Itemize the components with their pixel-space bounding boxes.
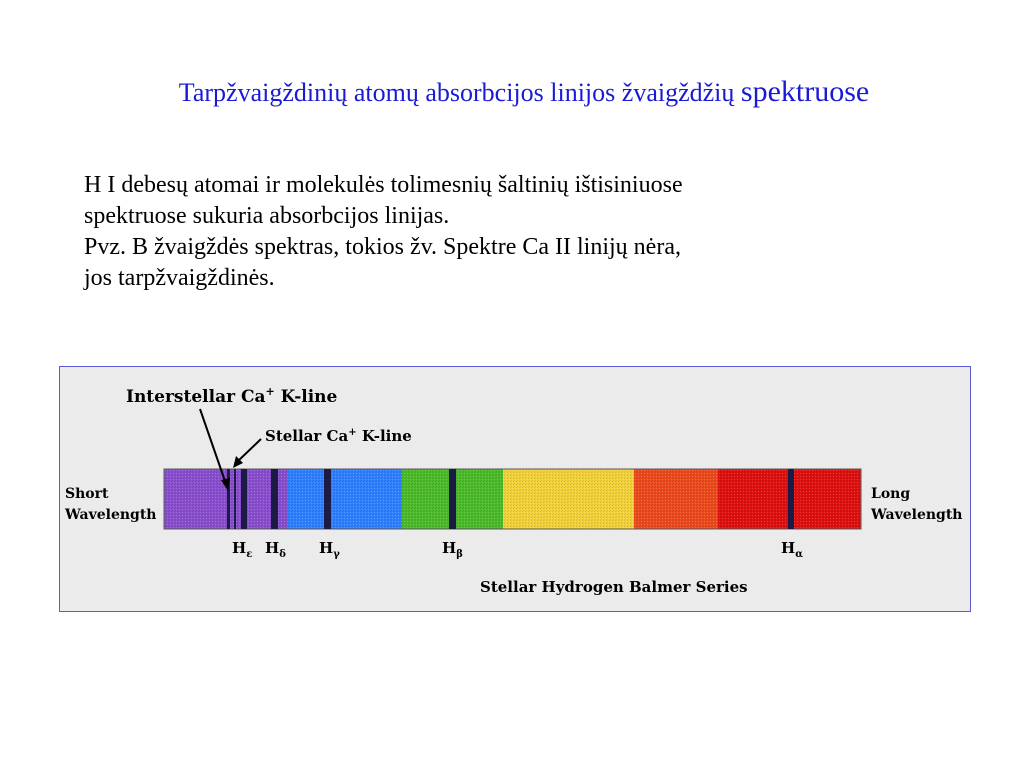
slide-title-last-word: spektruose <box>740 75 870 108</box>
body-line: Pvz. B žvaigždės spektras, tokios žv. Spektre Ca II linijų nėra, <box>84 234 681 260</box>
stellar-pointer-arrow <box>237 439 261 462</box>
interstellar-ca-k-line <box>227 469 230 529</box>
balmer-series-caption: Stellar Hydrogen Balmer Series <box>480 578 748 596</box>
slide-title-main: Tarpžvaigždinių atomų absorbcijos linijos žvaigždžių <box>178 78 735 107</box>
stellar-ca-k-line <box>234 469 236 529</box>
h-delta-line <box>271 469 278 529</box>
stellar-label: Stellar Ca+ K-line <box>265 427 412 445</box>
body-text <box>84 170 984 294</box>
h-alpha-line <box>788 469 794 529</box>
interstellar-label: Interstellar Ca+ K-line <box>126 385 338 407</box>
spectrum-dither-overlay <box>164 469 861 529</box>
short-wavelength-label: Short Wavelength <box>65 486 157 523</box>
h-epsilon-label: $H_\varepsilon$ <box>232 539 253 560</box>
h-gamma-line <box>324 469 331 529</box>
body-line: H I debesų atomai ir molekulės tolimesnių šaltinių ištisiniuose <box>84 172 683 198</box>
h-epsilon-line <box>241 469 247 529</box>
spectrum-diagram <box>60 367 972 613</box>
body-line: spektruose sukuria absorbcijos linijas. <box>84 203 450 229</box>
h-beta-label: $H_\beta$ <box>442 539 463 560</box>
long-wavelength-label: Long Wavelength <box>871 486 963 523</box>
h-gamma-label: $H_\gamma$ <box>319 539 340 560</box>
h-alpha-label: $H_\alpha$ <box>781 539 803 560</box>
spectrum-figure <box>59 366 971 612</box>
h-delta-label: $H_\delta$ <box>265 539 286 560</box>
body-line: jos tarpžvaigždinės. <box>84 265 275 291</box>
h-beta-line <box>449 469 456 529</box>
spectrum-bar <box>164 469 861 529</box>
slide-title <box>0 76 1024 109</box>
